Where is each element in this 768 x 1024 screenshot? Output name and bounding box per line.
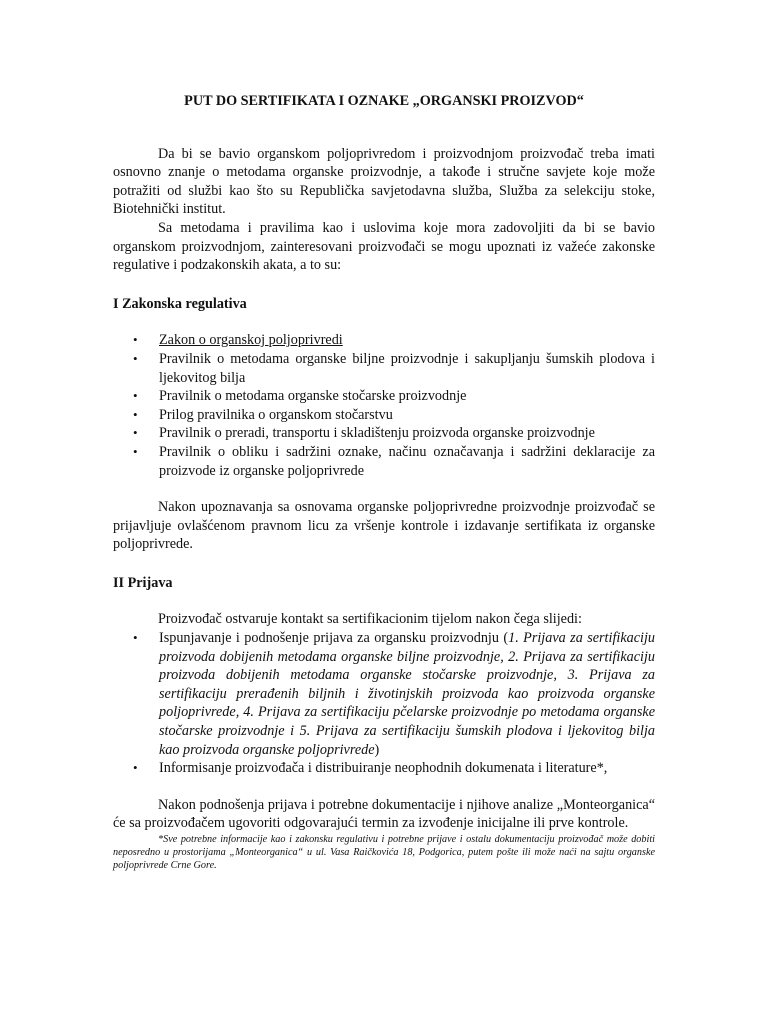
list-item bbox=[113, 424, 655, 443]
document-title: PUT DO SERTIFIKATA I OZNAKE „ORGANSKI PROIZVOD“ bbox=[184, 93, 584, 109]
list-item bbox=[113, 443, 655, 480]
section-heading-prijava: II Prijava bbox=[113, 574, 173, 591]
list-item-text: Prilog pravilnika o organskom stočarstvu bbox=[159, 406, 393, 423]
list-item-text: Pravilnik o metodama organske stočarske proizvodnje bbox=[159, 388, 467, 405]
bullet-icon: • bbox=[133, 630, 138, 646]
footnote: *Sve potrebne informacije kao i zakonsku regulativu i potrebne prijave i ostalu dokumentaciju proizvođač može dobiti neposredno u prostorijama „Monteorganica“ u ul. Vasa Raičkovića 18, Podgorica, putem pošte ili može naći na sajtu organske poljoprivrede Crne Gore. bbox=[113, 834, 655, 871]
section-heading-zakonska-regulativa: I Zakonska regulativa bbox=[113, 295, 247, 312]
spacer bbox=[113, 778, 655, 796]
bullet-icon: • bbox=[133, 443, 138, 459]
list-item-italic-text: 1. Prijava za sertifikaciju proizvoda dobijenih metodama organske biljne proizvodnje, 2. Prijava za sertifikaciju proizvoda dobijenih metodama organske stočarske proizvodnje, 3. Prijava za sertifikaciju prerađenih biljnih i životinjskih proizvoda kao proizvoda organske poljoprivrede, 4. Prijava za sertifikaciju pčelarske proizvodnje po metodama organske stočarske proizvodnje i 5. Prijava za sertifikaciju šumskih plodova i ljekovitog bilja kao proizvoda organske poljoprivrede bbox=[159, 630, 655, 758]
list-item-text: Pravilnik o metodama organske biljne proizvodnje i sakupljanju šumskih plodova i ljekovitog bilja bbox=[159, 350, 655, 386]
list-item bbox=[113, 350, 655, 387]
list-item bbox=[113, 331, 655, 350]
bullet-icon: • bbox=[133, 406, 138, 422]
list-item-text: Informisanje proizvođača i distribuiranje neophodnih dokumenata i literature*, bbox=[159, 760, 608, 777]
list-item-text: ) bbox=[374, 741, 380, 758]
list-item-text: Pravilnik o preradi, transportu i skladištenju proizvoda organske proizvodnje bbox=[159, 425, 595, 442]
bullet-icon: • bbox=[133, 332, 138, 348]
bullet-icon: • bbox=[133, 350, 138, 366]
list-item bbox=[113, 387, 655, 406]
intro-paragraph-1: Da bi se bavio organskom poljoprivredom i proizvodnjom proizvođač treba imati osnovno znanje o metodama organske proizvodnje, a takođe i stručne savjete koje može potražiti od službi kao što su Republička savjetodavna služba, Služba za selekciju stoke, Biotehnički institut. bbox=[113, 145, 655, 218]
list-item bbox=[113, 629, 655, 759]
regulation-list bbox=[113, 331, 655, 480]
law-link[interactable]: Zakon o organskoj poljoprivredi bbox=[159, 332, 343, 349]
section2-lead: Proizvođač ostvaruje kontakt sa sertifikacionim tijelom nakon čega slijedi: bbox=[158, 611, 582, 628]
list-item bbox=[113, 406, 655, 425]
section2-closing-paragraph: Nakon podnošenja prijava i potrebne dokumentacije i njihove analize „Monteorganica“ će sa proizvođačem ugovoriti odgovarajući termin za izvođenje inicijalne ili prve kontrole. bbox=[113, 796, 655, 832]
application-list bbox=[113, 629, 655, 778]
list-item-text: Pravilnik o obliku i sadržini oznake, načinu označavanja i sadržini deklaracije za proizvode iz organske poljoprivrede bbox=[159, 443, 655, 479]
spacer bbox=[113, 480, 655, 498]
section1-closing-paragraph: Nakon upoznavanja sa osnovama organske poljoprivredne proizvodnje proizvođač se prijavljuje ovlašćenom pravnom licu za vršenje kontrole i izdavanje sertifikata iz organske poljoprivrede. bbox=[113, 499, 655, 553]
list-item-text: Ispunjavanje i podnošenje prijava za organsku proizvodnju ( bbox=[159, 630, 509, 647]
document-page bbox=[113, 92, 655, 872]
bullet-icon: • bbox=[133, 760, 138, 776]
bullet-icon: • bbox=[133, 425, 138, 441]
list-item bbox=[113, 759, 655, 778]
bullet-icon: • bbox=[133, 388, 138, 404]
intro-paragraph-2: Sa metodama i pravilima kao i uslovima koje mora zadovoljiti da bi se bavio organskom proizvodnjom, zainteresovani proizvođači se mogu upoznati iz važeće zakonske regulative i podzakonskih akata, a to su: bbox=[113, 219, 655, 274]
